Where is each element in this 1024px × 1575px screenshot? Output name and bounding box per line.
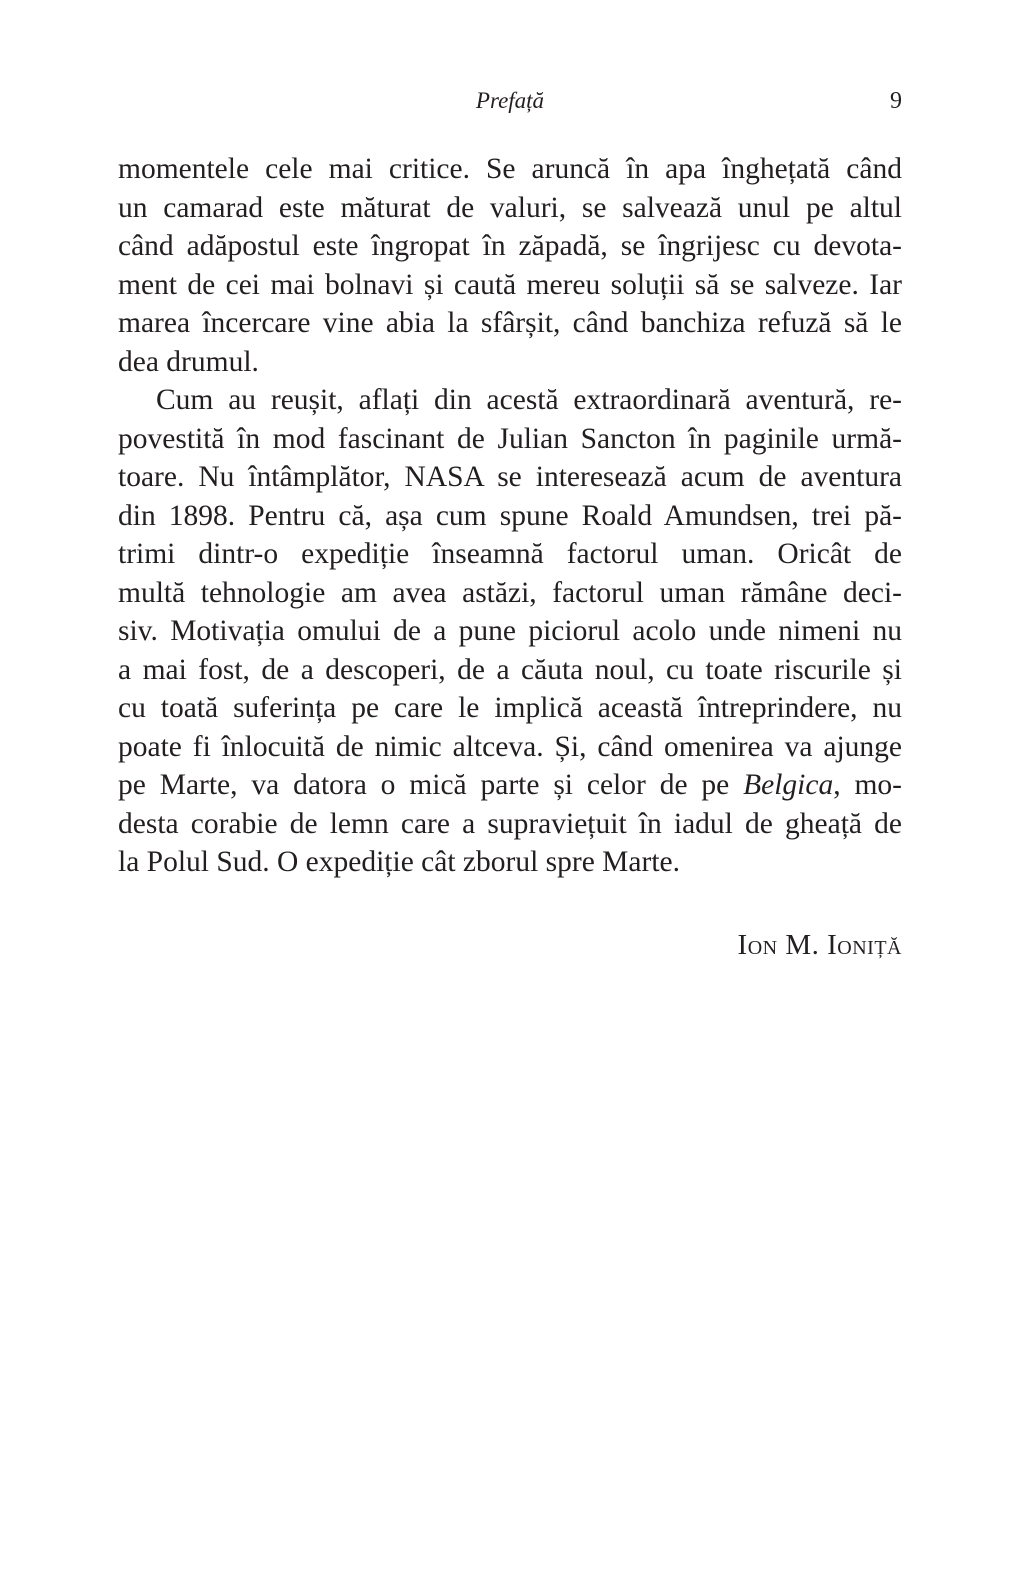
text-line: poate fi înlocuită de nimic altceva. Și, când omenirea va ajunge — [118, 730, 902, 763]
text-line: când adăpostul este îngropat în zăpadă, se îngrijesc cu devota- — [118, 230, 902, 262]
ship-name-italic: Belgica — [743, 769, 834, 801]
text-segment: pe Marte, va datora o mică parte și celor de pe — [118, 769, 744, 801]
text-line-with-ship-name — [118, 766, 902, 805]
text-line: din 1898. Pentru că, așa cum spune Roald Amundsen, trei pă- — [118, 499, 902, 532]
text-line: momentele cele mai critice. Se aruncă în apa înghețată când — [118, 153, 902, 185]
text-line: trimi dintr-o expediție înseamnă factorul uman. Oricât de — [118, 538, 902, 570]
paragraph-1 — [118, 150, 902, 381]
text-line: ment de cei mai bolnavi și caută mereu soluții să se salveze. Iar — [118, 268, 902, 301]
running-title: Prefață — [475, 88, 545, 113]
text-line: cu toată suferința pe care le implică această întreprindere, nu — [118, 692, 902, 724]
paragraph-2 — [118, 381, 902, 882]
text-line: povestită în mod fascinant de Julian Sancton în paginile urmă- — [118, 422, 902, 455]
body-text — [118, 150, 902, 882]
text-line: la Polul Sud. O expediție cât zborul spre Marte. — [118, 846, 680, 878]
page-number: 9 — [890, 88, 902, 114]
text-line: a mai fost, de a descoperi, de a căuta noul, cu toate riscurile și — [118, 653, 902, 686]
text-line: siv. Motivația omului de a pune piciorul acolo unde nimeni nu — [118, 615, 902, 647]
text-line: Cum au reușit, aflați din acestă extraordinară aventură, re- — [156, 384, 902, 416]
text-line: marea încercare vine abia la sfârșit, când banchiza refuză să le — [118, 307, 902, 339]
text-line: un camarad este măturat de valuri, se salvează unul pe altul — [118, 191, 902, 224]
text-line: desta corabie de lemn care a supraviețuit în iadul de gheață de — [118, 807, 902, 840]
running-head — [118, 84, 902, 118]
text-segment: , mo- — [833, 769, 902, 801]
text-line: multă tehnologie am avea astăzi, factorul uman rămâne deci- — [118, 576, 902, 609]
text-line: toare. Nu întâmplător, NASA se interesează acum de aventura — [118, 461, 902, 493]
author-signature: Ion M. Ioniță — [737, 929, 902, 961]
text-line: dea drumul. — [118, 345, 259, 378]
